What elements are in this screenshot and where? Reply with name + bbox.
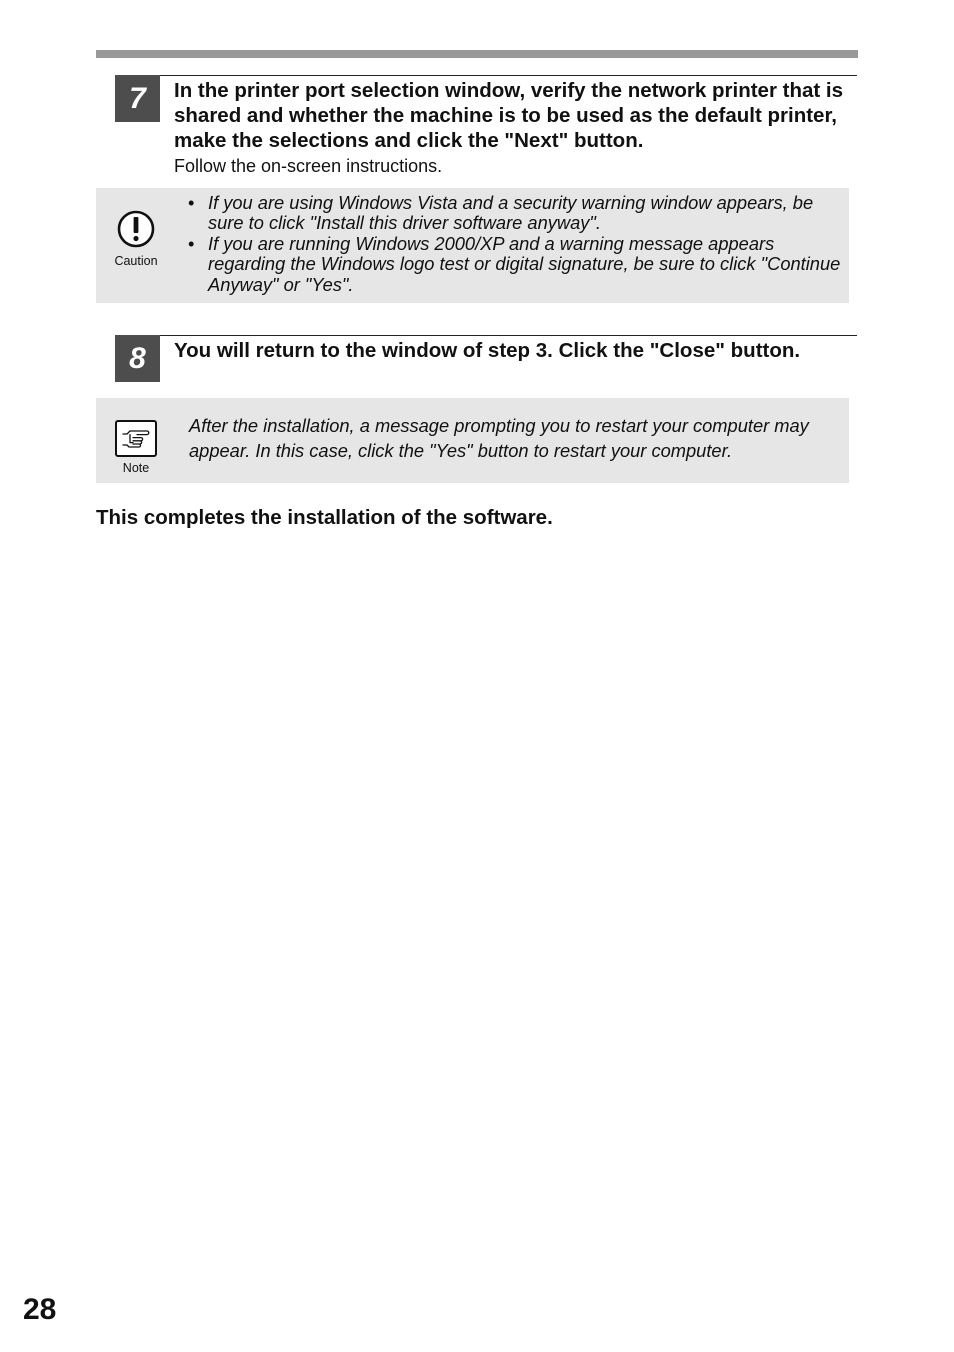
step-subtitle: Follow the on-screen instructions. — [174, 156, 443, 176]
step-title: You will return to the window of step 3. Click the "Close" button. — [174, 339, 801, 362]
header-rule — [96, 50, 858, 58]
page-number: 28 — [23, 1293, 57, 1326]
step-number-badge: 8 — [115, 335, 160, 382]
pointing-hand-icon — [114, 419, 158, 459]
caution-item — [184, 193, 844, 234]
caution-item-text: If you are using Windows Vista and a security warning window appears, be sure to click "Install this driver software anyway". — [208, 192, 814, 234]
bullet: • — [188, 232, 195, 254]
completion-text: This completes the installation of the software. — [96, 506, 553, 529]
step-divider — [160, 75, 857, 76]
caution-list — [184, 193, 844, 295]
note-icon-group — [96, 419, 176, 475]
step-title: In the printer port selection window, verify the network printer that is shared and whether the machine is to be used as the default printer, make the selections and click the "Next" button. — [174, 79, 843, 152]
caution-label: Caution — [114, 254, 158, 268]
bullet: • — [188, 192, 195, 213]
step-number-badge: 7 — [115, 75, 160, 122]
caution-icon-group — [96, 209, 176, 268]
caution-exclamation-icon — [116, 209, 156, 249]
note-text: After the installation, a message prompting you to restart your computer may appear. In this case, click the "Yes" button to restart your computer. — [189, 415, 809, 461]
caution-item — [184, 234, 844, 295]
caution-box — [96, 188, 849, 303]
caution-item-text: If you are running Windows 2000/XP and a warning message appears regarding the Windows logo test or digital signature, be sure to click "Continue Anyway" or "Yes". — [208, 232, 841, 295]
note-box — [96, 398, 849, 483]
step-divider — [160, 335, 857, 336]
note-label: Note — [122, 461, 150, 475]
